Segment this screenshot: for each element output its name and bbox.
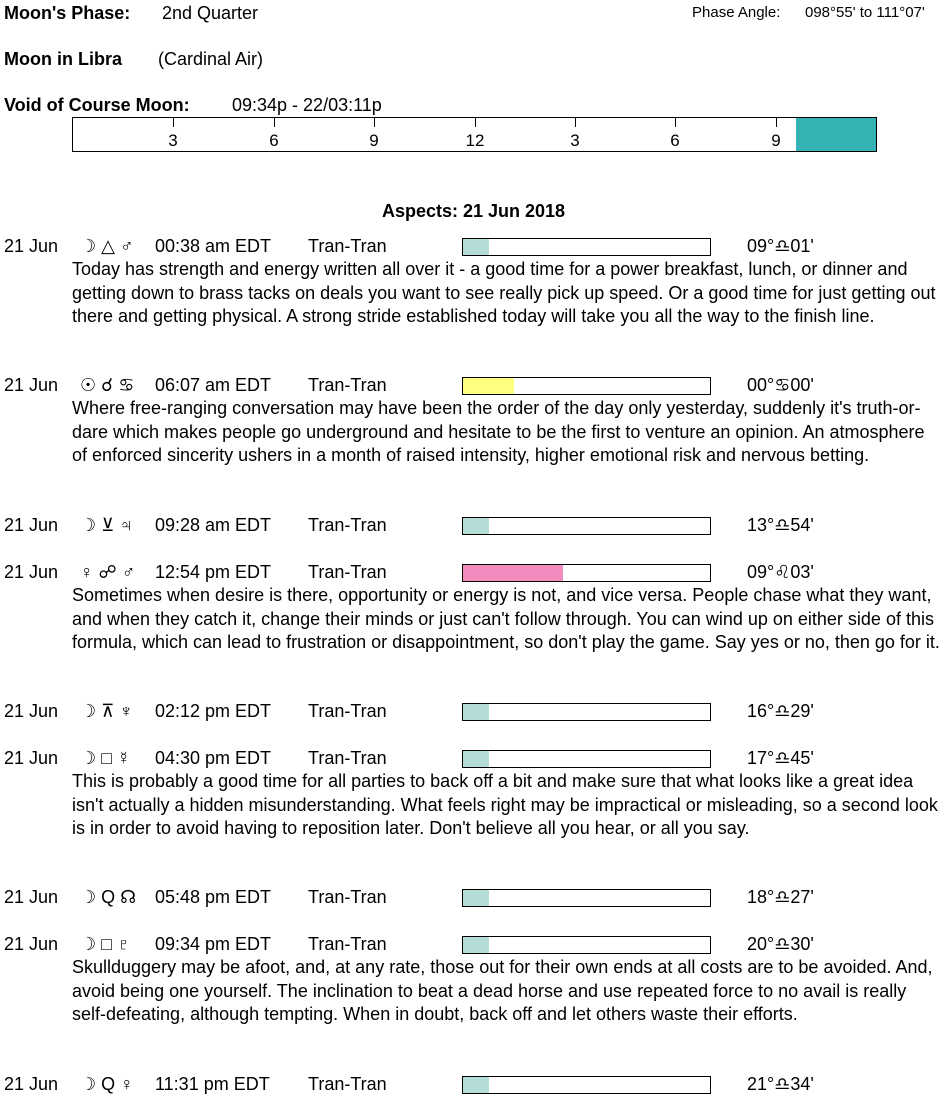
aspect-type: Tran-Tran: [308, 1074, 387, 1094]
aspect-glyphs: ☽ △ ♂: [80, 236, 134, 256]
aspect-date: 21 Jun: [4, 515, 59, 535]
timeline-hour-label: 9: [369, 131, 379, 150]
aspect-degree: 21°♎34': [747, 1074, 814, 1094]
timeline-hour-label: 6: [670, 131, 680, 150]
aspect-strength-bar: [462, 564, 711, 582]
phase-angle-value: 098°55' to 111°07': [805, 4, 925, 21]
aspect-strength-bar: [462, 1076, 711, 1094]
aspect-strength-bar: [462, 936, 711, 954]
aspect-type: Tran-Tran: [308, 375, 387, 395]
timeline-tick: [475, 118, 476, 127]
phase-angle-label: Phase Angle:: [692, 4, 781, 21]
aspect-type: Tran-Tran: [308, 701, 387, 721]
aspect-strength-fill: [463, 937, 489, 953]
aspect-time: 11:31 pm EDT: [155, 1074, 270, 1094]
aspect-date: 21 Jun: [4, 1074, 59, 1094]
aspect-time: 04:30 pm EDT: [155, 748, 272, 768]
aspect-strength-fill: [463, 378, 514, 394]
timeline-hour-label: 6: [269, 131, 279, 150]
timeline-tick: [173, 118, 174, 127]
aspect-degree: 00°♋00': [747, 375, 814, 395]
aspect-type: Tran-Tran: [308, 562, 387, 582]
aspect-type: Tran-Tran: [308, 236, 387, 256]
moon-phase-label: Moon's Phase:: [4, 3, 131, 23]
timeline-hour-label: 12: [465, 131, 485, 150]
aspect-glyphs: ☽ ⊼ ♆: [80, 701, 133, 721]
aspect-strength-bar: [462, 703, 711, 721]
moon-phase-value: 2nd Quarter: [162, 3, 259, 23]
aspect-strength-fill: [463, 239, 489, 255]
aspect-date: 21 Jun: [4, 375, 59, 395]
aspect-time: 12:54 pm EDT: [155, 562, 272, 582]
timeline-tick: [776, 118, 777, 127]
moon-sign-label: Moon in Libra: [4, 49, 122, 69]
void-of-course-label: Void of Course Moon:: [4, 95, 190, 115]
void-of-course-timeline: [72, 117, 877, 152]
aspect-date: 21 Jun: [4, 236, 59, 256]
aspect-glyphs: ☽ □ ♇: [80, 934, 131, 954]
aspect-degree: 13°♎54': [747, 515, 814, 535]
aspect-date: 21 Jun: [4, 748, 59, 768]
aspects-title: Aspects: 21 Jun 2018: [381, 201, 566, 221]
timeline-tick: [575, 118, 576, 127]
aspect-time: 06:07 am EDT: [155, 375, 272, 395]
aspect-glyphs: ♀ ☍ ♂: [80, 562, 136, 582]
aspect-description: Where free-ranging conversation may have been the order of the day only yesterday, suddenly it's truth-or-dare which makes people go underground and hesitate to be the first to venture an opinion. An atmosphere of enforced sincerity ushers in a month of raised intensity, higher emotional risk and nervous betting.: [72, 398, 925, 465]
aspect-strength-fill: [463, 518, 489, 534]
aspect-strength-fill: [463, 565, 563, 581]
aspect-type: Tran-Tran: [308, 515, 387, 535]
aspect-glyphs: ☽ Q ♀: [80, 1074, 134, 1094]
aspect-strength-fill: [463, 890, 489, 906]
timeline-hour-label: 3: [168, 131, 178, 150]
aspect-degree: 09°♌03': [747, 562, 814, 582]
aspect-strength-fill: [463, 751, 489, 767]
aspect-strength-bar: [462, 377, 711, 395]
void-of-course-period: [796, 118, 876, 151]
aspect-degree: 18°♎27': [747, 887, 814, 907]
timeline-hour-label: 9: [771, 131, 781, 150]
void-of-course-value: 09:34p - 22/03:11p: [232, 95, 382, 115]
timeline-tick: [274, 118, 275, 127]
aspect-glyphs: ☉ ☌ ♋: [80, 375, 135, 395]
aspect-description: This is probably a good time for all parties to back off a bit and make sure that what looks like a great idea isn't actually a hidden misunderstanding. What feels right may be impractical or misleading, so a second look is in order to avoid having to reposition later. Don't believe all you hear, or all you say.: [72, 771, 938, 838]
aspect-strength-fill: [463, 1077, 489, 1093]
aspect-type: Tran-Tran: [308, 748, 387, 768]
aspect-time: 02:12 pm EDT: [155, 701, 272, 721]
aspect-date: 21 Jun: [4, 701, 59, 721]
aspect-time: 09:28 am EDT: [155, 515, 272, 535]
aspect-time: 05:48 pm EDT: [155, 887, 272, 907]
aspect-type: Tran-Tran: [308, 934, 387, 954]
aspect-time: 00:38 am EDT: [155, 236, 272, 256]
aspect-glyphs: ☽ Q ☊: [80, 887, 137, 907]
aspect-date: 21 Jun: [4, 934, 59, 954]
aspect-description: Skullduggery may be afoot, and, at any rate, those out for their own ends at all costs are to be avoided. And, avoid being one yourself. The inclination to beat a dead horse and use repeated force to no avail is really self-defeating, although tempting. When in doubt, back off and let others waste their efforts.: [72, 957, 933, 1024]
aspect-type: Tran-Tran: [308, 887, 387, 907]
timeline-tick: [675, 118, 676, 127]
aspect-glyphs: ☽ □ ☿: [80, 748, 131, 768]
aspect-date: 21 Jun: [4, 562, 59, 582]
timeline-tick: [374, 118, 375, 127]
moon-sign-value: (Cardinal Air): [158, 49, 264, 69]
aspect-degree: 20°♎30': [747, 934, 814, 954]
aspect-strength-bar: [462, 517, 711, 535]
aspect-description: Sometimes when desire is there, opportunity or energy is not, and vice versa. People chase what they want, and when they catch it, change their minds or just can't follow through. You can wind up on either side of this formula, which can lead to frustration or disappointment, so don't play the game. Say yes or no, then go for it.: [72, 585, 940, 652]
aspect-description: Today has strength and energy written all over it - a good time for a power breakfast, lunch, or dinner and getting down to brass tacks on deals you want to see really pick up speed. Or a good time for just getting out there and getting physical. A strong stride established today will take you all the way to the finish line.: [72, 259, 936, 326]
aspect-strength-bar: [462, 750, 711, 768]
aspect-strength-bar: [462, 889, 711, 907]
timeline-hour-label: 3: [570, 131, 580, 150]
aspect-date: 21 Jun: [4, 887, 59, 907]
aspect-strength-fill: [463, 704, 489, 720]
aspect-strength-bar: [462, 238, 711, 256]
aspect-degree: 09°♎01': [747, 236, 814, 256]
aspect-glyphs: ☽ ⊻ ♃: [80, 515, 133, 535]
aspect-time: 09:34 pm EDT: [155, 934, 272, 954]
aspect-degree: 17°♎45': [747, 748, 814, 768]
aspect-degree: 16°♎29': [747, 701, 814, 721]
